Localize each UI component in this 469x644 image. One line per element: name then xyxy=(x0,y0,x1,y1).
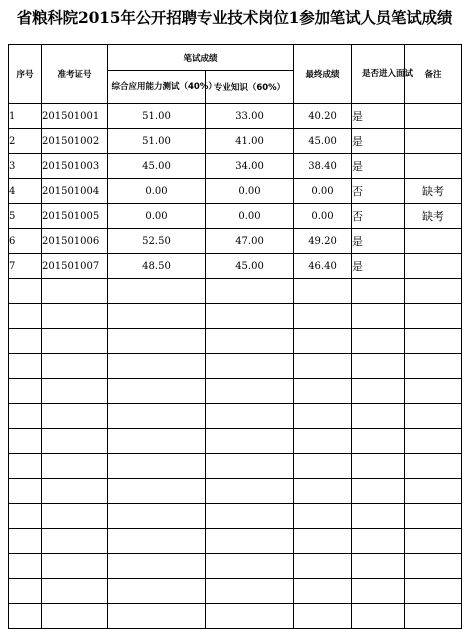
empty-cell xyxy=(352,504,405,529)
empty-cell xyxy=(108,379,206,404)
empty-cell xyxy=(9,579,42,604)
empty-cell xyxy=(108,279,206,304)
empty-cell xyxy=(108,429,206,454)
table-row xyxy=(9,104,462,129)
empty-cell xyxy=(42,554,108,579)
empty-cell xyxy=(405,454,462,479)
empty-cell xyxy=(9,504,42,529)
cell-comprehensive: 51.00 xyxy=(108,104,206,129)
empty-cell xyxy=(206,354,294,379)
empty-cell xyxy=(294,529,352,554)
table-row xyxy=(9,229,462,254)
empty-cell xyxy=(405,304,462,329)
empty-cell xyxy=(108,554,206,579)
empty-cell xyxy=(9,554,42,579)
cell-seq: 3 xyxy=(9,154,42,179)
header-exam-id: 准考证号 xyxy=(42,45,108,104)
empty-cell xyxy=(108,329,206,354)
cell-final: 49.20 xyxy=(294,229,352,254)
empty-cell xyxy=(9,304,42,329)
empty-row xyxy=(9,604,462,629)
table-row xyxy=(9,179,462,204)
cell-enter-interview: 是 xyxy=(352,104,405,129)
header-professional: 专业知识（60%） xyxy=(206,71,294,104)
cell-final: 46.40 xyxy=(294,254,352,279)
empty-cell xyxy=(108,479,206,504)
empty-row xyxy=(9,579,462,604)
table-row xyxy=(9,154,462,179)
empty-row xyxy=(9,279,462,304)
empty-cell xyxy=(405,604,462,629)
empty-cell xyxy=(42,529,108,554)
empty-cell xyxy=(405,379,462,404)
empty-cell xyxy=(405,329,462,354)
empty-cell xyxy=(352,479,405,504)
scores-table xyxy=(8,44,462,629)
empty-cell xyxy=(9,454,42,479)
empty-cell xyxy=(294,429,352,454)
empty-cell xyxy=(294,354,352,379)
empty-cell xyxy=(294,604,352,629)
empty-row xyxy=(9,504,462,529)
empty-cell xyxy=(9,279,42,304)
empty-cell xyxy=(108,504,206,529)
cell-seq: 1 xyxy=(9,104,42,129)
cell-exam-id: 201501005 xyxy=(42,204,108,229)
empty-cell xyxy=(405,479,462,504)
table-row xyxy=(9,204,462,229)
cell-remark xyxy=(405,129,462,154)
cell-seq: 4 xyxy=(9,179,42,204)
table-row xyxy=(9,129,462,154)
empty-cell xyxy=(405,529,462,554)
cell-enter-interview: 是 xyxy=(352,229,405,254)
cell-enter-interview: 否 xyxy=(352,204,405,229)
empty-cell xyxy=(405,354,462,379)
cell-enter-interview: 是 xyxy=(352,154,405,179)
cell-enter-interview: 否 xyxy=(352,179,405,204)
cell-comprehensive: 0.00 xyxy=(108,204,206,229)
cell-final: 0.00 xyxy=(294,179,352,204)
empty-cell xyxy=(294,379,352,404)
empty-cell xyxy=(206,404,294,429)
empty-cell xyxy=(42,379,108,404)
empty-cell xyxy=(9,329,42,354)
empty-cell xyxy=(9,604,42,629)
empty-cell xyxy=(352,529,405,554)
cell-exam-id: 201501001 xyxy=(42,104,108,129)
cell-remark: 缺考 xyxy=(405,179,462,204)
empty-cell xyxy=(42,604,108,629)
empty-row xyxy=(9,529,462,554)
table-row xyxy=(9,254,462,279)
empty-row xyxy=(9,304,462,329)
cell-professional: 33.00 xyxy=(206,104,294,129)
empty-row xyxy=(9,354,462,379)
cell-remark xyxy=(405,229,462,254)
empty-cell xyxy=(294,454,352,479)
empty-cell xyxy=(108,579,206,604)
empty-cell xyxy=(294,554,352,579)
empty-cell xyxy=(9,429,42,454)
empty-cell xyxy=(206,429,294,454)
empty-cell xyxy=(42,304,108,329)
empty-cell xyxy=(108,304,206,329)
header-remark: 备注 xyxy=(405,45,462,104)
empty-row xyxy=(9,554,462,579)
empty-cell xyxy=(405,504,462,529)
empty-cell xyxy=(352,404,405,429)
empty-cell xyxy=(352,454,405,479)
cell-seq: 6 xyxy=(9,229,42,254)
cell-professional: 34.00 xyxy=(206,154,294,179)
empty-row xyxy=(9,404,462,429)
empty-cell xyxy=(108,354,206,379)
empty-cell xyxy=(42,279,108,304)
empty-cell xyxy=(206,554,294,579)
empty-cell xyxy=(9,354,42,379)
empty-cell xyxy=(42,479,108,504)
empty-cell xyxy=(352,304,405,329)
cell-enter-interview: 是 xyxy=(352,129,405,154)
cell-comprehensive: 48.50 xyxy=(108,254,206,279)
cell-exam-id: 201501007 xyxy=(42,254,108,279)
empty-cell xyxy=(108,404,206,429)
cell-comprehensive: 0.00 xyxy=(108,179,206,204)
cell-exam-id: 201501003 xyxy=(42,154,108,179)
cell-remark xyxy=(405,154,462,179)
empty-cell xyxy=(108,529,206,554)
empty-cell xyxy=(206,604,294,629)
empty-cell xyxy=(405,429,462,454)
empty-cell xyxy=(42,429,108,454)
empty-cell xyxy=(352,579,405,604)
cell-professional: 0.00 xyxy=(206,179,294,204)
empty-cell xyxy=(294,479,352,504)
empty-cell xyxy=(352,554,405,579)
header-seq: 序号 xyxy=(9,45,42,104)
empty-cell xyxy=(108,604,206,629)
cell-comprehensive: 52.50 xyxy=(108,229,206,254)
empty-cell xyxy=(352,379,405,404)
header-enter-interview: 是否进入面试 xyxy=(352,45,405,104)
empty-cell xyxy=(206,579,294,604)
cell-remark xyxy=(405,104,462,129)
empty-cell xyxy=(42,504,108,529)
empty-cell xyxy=(42,329,108,354)
empty-cell xyxy=(9,529,42,554)
empty-row xyxy=(9,429,462,454)
empty-cell xyxy=(9,404,42,429)
empty-cell xyxy=(206,329,294,354)
cell-final: 0.00 xyxy=(294,204,352,229)
empty-cell xyxy=(352,329,405,354)
empty-cell xyxy=(294,279,352,304)
empty-cell xyxy=(405,404,462,429)
cell-exam-id: 201501004 xyxy=(42,179,108,204)
empty-cell xyxy=(405,554,462,579)
empty-cell xyxy=(42,354,108,379)
cell-enter-interview: 是 xyxy=(352,254,405,279)
table-body xyxy=(9,104,462,629)
empty-cell xyxy=(9,479,42,504)
empty-cell xyxy=(405,579,462,604)
empty-cell xyxy=(206,504,294,529)
empty-cell xyxy=(405,279,462,304)
empty-cell xyxy=(294,404,352,429)
empty-cell xyxy=(206,304,294,329)
empty-cell xyxy=(9,379,42,404)
empty-cell xyxy=(108,454,206,479)
empty-row xyxy=(9,329,462,354)
empty-cell xyxy=(42,579,108,604)
empty-row xyxy=(9,379,462,404)
empty-cell xyxy=(352,354,405,379)
cell-seq: 5 xyxy=(9,204,42,229)
cell-professional: 47.00 xyxy=(206,229,294,254)
cell-seq: 2 xyxy=(9,129,42,154)
empty-row xyxy=(9,479,462,504)
empty-cell xyxy=(206,279,294,304)
empty-cell xyxy=(206,454,294,479)
empty-cell xyxy=(352,429,405,454)
cell-professional: 0.00 xyxy=(206,204,294,229)
cell-exam-id: 201501006 xyxy=(42,229,108,254)
cell-final: 45.00 xyxy=(294,129,352,154)
table-header xyxy=(9,45,462,104)
empty-cell xyxy=(206,379,294,404)
cell-seq: 7 xyxy=(9,254,42,279)
empty-cell xyxy=(206,529,294,554)
empty-cell xyxy=(294,504,352,529)
cell-professional: 45.00 xyxy=(206,254,294,279)
empty-cell xyxy=(294,579,352,604)
cell-final: 40.20 xyxy=(294,104,352,129)
empty-cell xyxy=(294,329,352,354)
page-title: 省粮科院2015年公开招聘专业技术岗位1参加笔试人员笔试成绩 xyxy=(16,8,453,27)
cell-final: 38.40 xyxy=(294,154,352,179)
empty-row xyxy=(9,454,462,479)
cell-remark: 缺考 xyxy=(405,204,462,229)
cell-comprehensive: 51.00 xyxy=(108,129,206,154)
header-comprehensive: 综合应用能力测试（40%） xyxy=(108,71,206,104)
empty-cell xyxy=(206,479,294,504)
header-written-score: 笔试成绩 xyxy=(108,45,294,71)
header-final-score: 最终成绩 xyxy=(294,45,352,104)
empty-cell xyxy=(352,279,405,304)
cell-remark xyxy=(405,254,462,279)
empty-cell xyxy=(42,404,108,429)
cell-professional: 41.00 xyxy=(206,129,294,154)
cell-exam-id: 201501002 xyxy=(42,129,108,154)
cell-comprehensive: 45.00 xyxy=(108,154,206,179)
empty-cell xyxy=(294,304,352,329)
empty-cell xyxy=(352,604,405,629)
empty-cell xyxy=(42,454,108,479)
